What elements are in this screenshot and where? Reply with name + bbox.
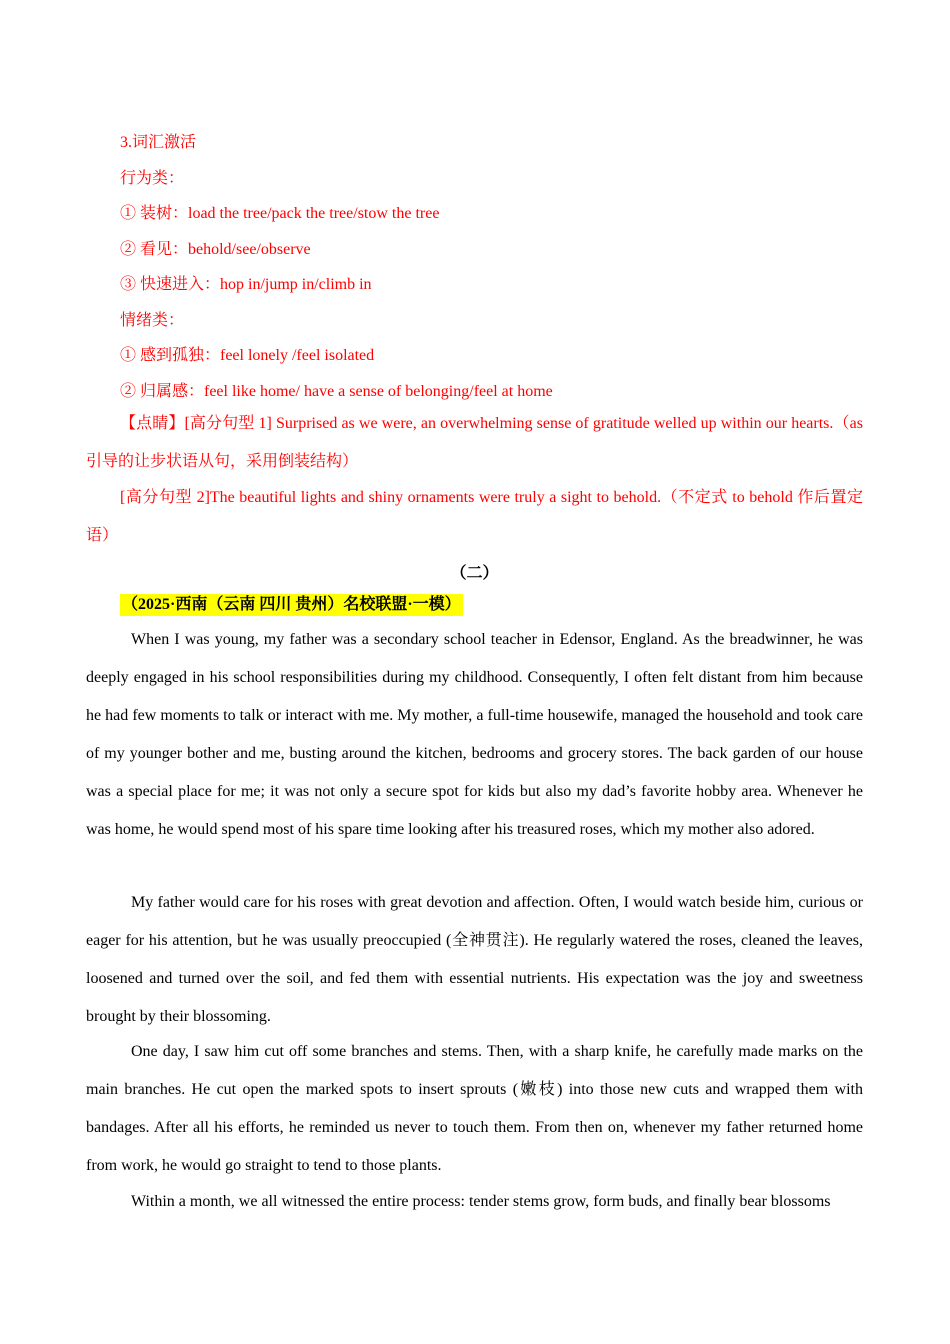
passage-paragraph: Within a month, we all witnessed the entire process: tender stems grow, form buds, and finally bear blossoms <box>131 1193 831 1210</box>
emotion-item: ① 感到孤独：feel lonely /feel isolated <box>120 347 375 364</box>
behavior-item: ② 看见：behold/see/observe <box>120 241 311 258</box>
pattern-note-text: [高分句型 2]The beautiful lights and shiny ornaments were truly a sight to behold.（不定式 to behold 作后置定语） <box>86 489 863 544</box>
source-tag: （2025·西南（云南 四川 贵州）名校联盟·一模） <box>120 594 463 616</box>
highlight-note-text: 【点睛】[高分句型 1] Surprised as we were, an overwhelming sense of gratitude welled up within our hearts.（as 引导的让步状语从句，采用倒装结构） <box>86 415 863 470</box>
emotion-label: 情绪类： <box>120 312 185 329</box>
behavior-label: 行为类： <box>120 170 185 187</box>
section-number: （二） <box>450 565 499 582</box>
pattern-note <box>86 479 863 555</box>
passage-paragraph: One day, I saw him cut off some branches and stems. Then, with a sharp knife, he carefully made marks on the main branches. He cut open the marked spots to insert sprouts (嫩枝) into those new cuts and wrapped them with bandages. After all his efforts, he reminded us never to touch them. From then on, whenever my father returned home from work, he would go straight to tend to those plants. <box>86 1043 863 1174</box>
behavior-item: ① 装树：load the tree/pack the tree/stow the tree <box>120 205 440 222</box>
vocab-heading: 3.词汇激活 <box>120 134 197 151</box>
passage-paragraph: When I was young, my father was a secondary school teacher in Edensor, England. As the breadwinner, he was deeply engaged in his school responsibilities during my childhood. Consequently, I often felt distant from him because he had few moments to talk or interact with me. My mother, a full-time housewife, managed the household and took care of my younger bother and me, busting around the kitchen, bedrooms and grocery stores. The back garden of our house was a special place for me; it was not only a secure spot for kids but also my dad’s favorite hobby area. Whenever he was home, he would spend most of his spare time looking after his treasured roses, which my mother also adored. <box>86 631 863 838</box>
emotion-item: ② 归属感：feel like home/ have a sense of belonging/feel at home <box>120 383 553 400</box>
highlight-note <box>86 405 863 481</box>
behavior-item: ③ 快速进入：hop in/jump in/climb in <box>120 276 372 293</box>
passage-paragraph: My father would care for his roses with great devotion and affection. Often, I would watch beside him, curious or eager for his attention, but he was usually preoccupied (全神贯注). He regularly watered the roses, cleaned the leaves, loosened and turned over the soil, and fed them with essential nutrients. His expectation was the joy and sweetness brought by their blossoming. <box>86 894 863 1025</box>
